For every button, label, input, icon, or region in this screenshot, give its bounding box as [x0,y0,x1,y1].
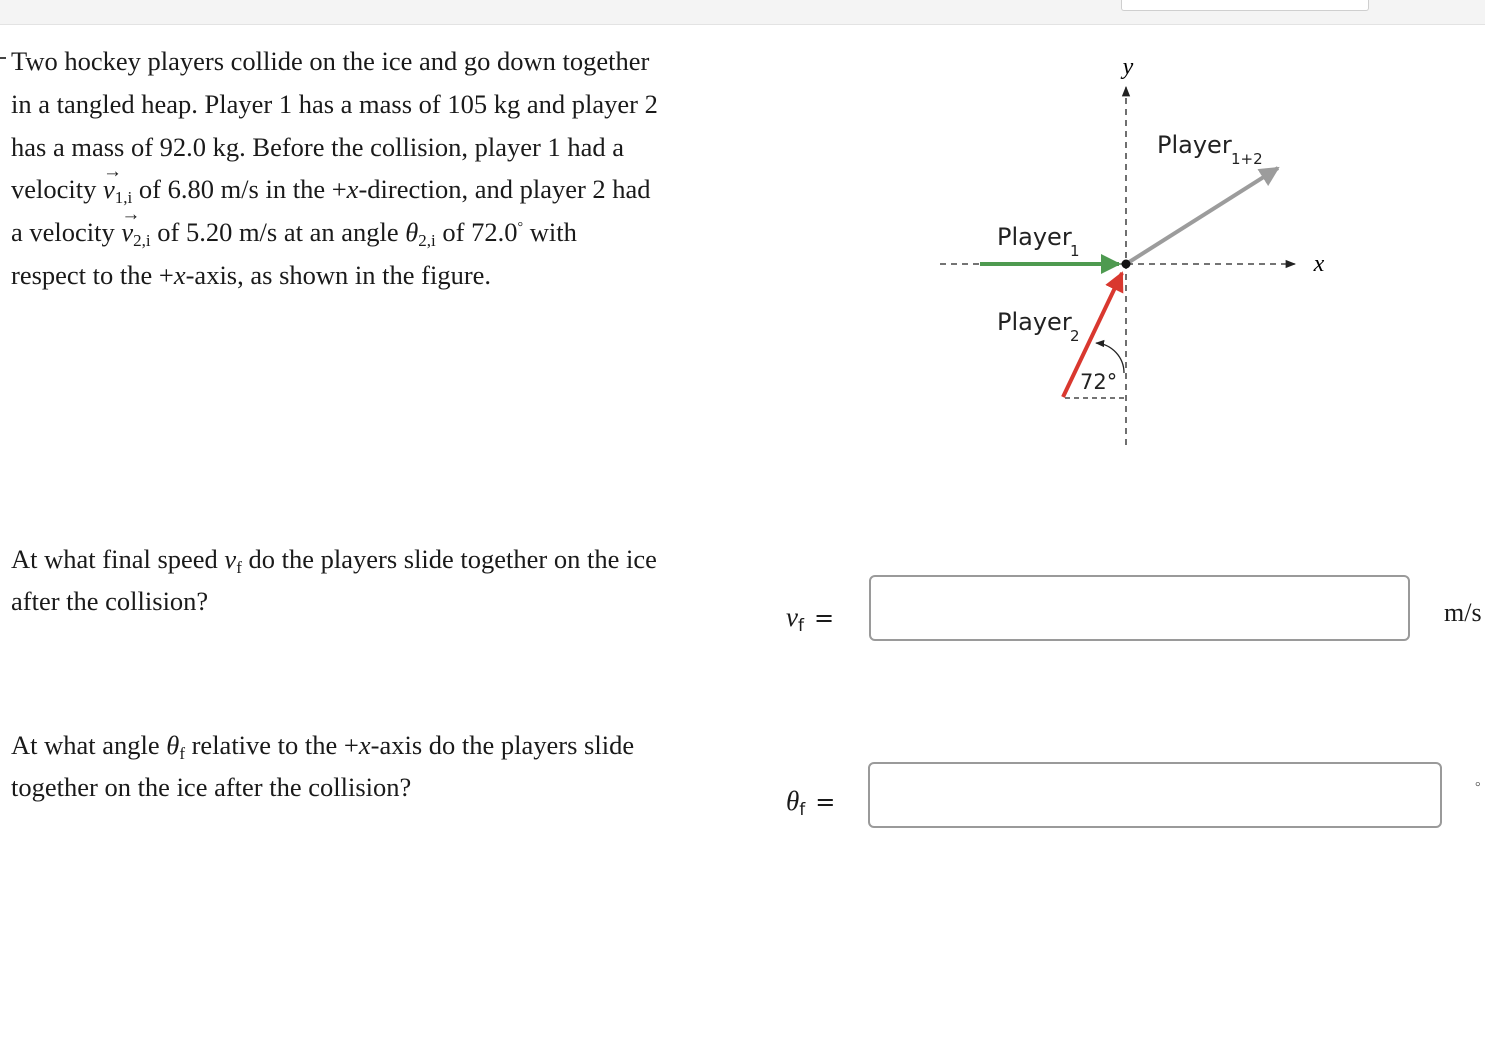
vf-unit: m/s [1444,598,1482,627]
problem-line-5 [11,211,731,254]
problem-line-1: Two hockey players collide on the ice and go down together [11,46,650,76]
v1-subscript: 1,i [114,188,133,208]
q2-text-c: -axis do the players slide [370,730,635,760]
line5-text-a: a velocity [11,217,115,248]
line5-text-b: of 5.20 m/s at an angle [157,217,399,248]
collision-figure [935,40,1335,460]
question2-line-1 [11,724,731,766]
q1-text-a: At what final speed [11,544,218,574]
player12-label: Player [1157,131,1232,159]
y-axis-label: y [1122,54,1134,80]
line4-text-a: velocity [11,174,97,205]
player1-label: Player [997,223,1072,251]
collision-point [1122,260,1131,269]
x-axis-label: x [1313,251,1325,277]
vf-subscript: f [236,558,242,577]
thetaf-symbol: θ [166,730,180,760]
toolbar-field[interactable] [1121,0,1369,11]
v1-symbol: → v [103,168,115,211]
degree-symbol: ° [517,220,524,236]
player12-vector [1126,168,1278,264]
thetaf-equals: = [815,788,836,816]
angle-label: 72° [1080,370,1118,394]
q2-text-a: At what angle [11,730,160,760]
problem-statement [11,40,731,297]
thetaf-label-subscript: f [799,800,806,820]
q2-text-b: relative to the + [191,730,359,760]
thetaf-answer-label [786,786,836,820]
angle-arc [1096,343,1124,373]
player2-label: Player [997,308,1072,336]
line6-text-a: respect to the + [11,259,174,290]
line6-text-b: -axis, as shown in the figure. [185,259,492,290]
v2-symbol: → v [121,211,133,254]
top-toolbar [0,0,1485,25]
question2-line-2: together on the ice after the collision? [11,772,412,802]
x-symbol-2: x [173,259,186,290]
x-symbol: x [346,174,359,205]
vf-label-subscript: f [797,616,804,636]
vf-symbol: v [224,544,237,574]
problem-line-3: has a mass of 92.0 kg. Before the collision, player 1 had a [11,131,625,162]
q2-x-symbol: x [358,730,371,760]
vf-answer-input[interactable] [869,575,1410,641]
question-2 [11,724,731,808]
line4-text-c: -direction, and player 2 had [358,174,651,205]
vf-label-symbol: v [786,602,798,632]
thetaf-answer-input[interactable] [868,762,1442,828]
question-1 [11,538,731,622]
theta-subscript: 2,i [418,231,436,251]
v2-subscript: 2,i [133,231,151,251]
thetaf-subscript: f [179,744,185,763]
line4-text-b: of 6.80 m/s in the + [138,174,347,205]
player12-subscript: 1+2 [1231,150,1263,168]
theta-symbol: θ [405,217,419,248]
thetaf-unit: ° [1475,780,1481,795]
problem-line-4 [11,168,731,211]
problem-line-6 [11,254,731,297]
line5-text-c: of 72.0 [442,217,518,248]
player1-subscript: 1 [1070,242,1080,260]
vf-answer-label [786,602,835,636]
edge-marker [0,57,6,59]
q1-text-b: do the players slide together on the ice [248,544,657,574]
question1-line-2: after the collision? [11,586,209,616]
problem-line-2: in a tangled heap. Player 1 has a mass of 105 kg and player 2 [11,88,658,119]
player2-subscript: 2 [1070,327,1080,345]
thetaf-label-symbol: θ [786,786,800,816]
line5-text-d: with [529,217,577,248]
vf-equals: = [813,604,835,632]
question1-line-1 [11,538,731,580]
